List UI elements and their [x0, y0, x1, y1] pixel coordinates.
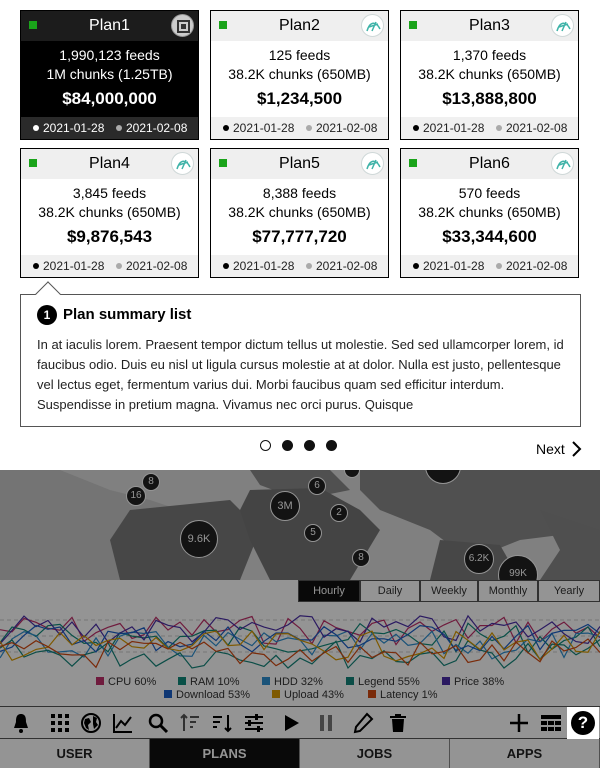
sort-desc-icon[interactable] [210, 711, 234, 735]
plan-card-footer [211, 117, 388, 139]
legend-label: Price 38% [454, 676, 505, 688]
plan-card-header [211, 149, 388, 179]
range-daily-button[interactable]: Daily [360, 580, 420, 602]
plan-date-end: 2021-02-08 [116, 117, 187, 139]
plan-chunks: 38.2K chunks (650MB) [418, 66, 561, 82]
legend-label: CPU 60% [108, 676, 157, 688]
legend-swatch [96, 677, 104, 685]
nav-tab-jobs[interactable]: JOBS [300, 739, 450, 768]
help-icon[interactable] [567, 707, 599, 739]
plan-logo-icon [171, 152, 194, 175]
legend-swatch [368, 690, 376, 698]
help-glyph: ? [571, 711, 595, 735]
nav-tab-apps[interactable]: APPS [450, 739, 600, 768]
plan-price: $33,344,600 [442, 227, 537, 246]
tooltip-step-number: 1 [37, 305, 57, 325]
plan-date-end: 2021-02-08 [496, 117, 567, 139]
legend-label: Legend 55% [358, 676, 420, 688]
legend-label: Latency 1% [380, 689, 438, 701]
map-bubble[interactable]: 99K [498, 555, 538, 580]
plan-name: Plan2 [279, 17, 320, 34]
plan-card-header [401, 11, 578, 41]
status-indicator [409, 159, 417, 167]
map-bubble[interactable]: 8 [142, 473, 160, 491]
plan-date-end: 2021-02-08 [116, 255, 187, 277]
status-indicator [219, 159, 227, 167]
status-indicator [219, 21, 227, 29]
search-icon[interactable] [146, 711, 170, 735]
status-indicator [29, 159, 37, 167]
plus-icon[interactable] [507, 711, 531, 735]
chart-legend [0, 672, 600, 706]
world-map[interactable] [0, 470, 600, 580]
plan-date-start: 2021-01-28 [413, 255, 484, 277]
metrics-line-chart [0, 602, 600, 672]
map-bubble[interactable]: 16 [126, 486, 146, 506]
plan-price: $9,876,543 [66, 227, 153, 246]
map-bubble[interactable]: 6.2K [464, 544, 494, 574]
globe-icon[interactable] [79, 711, 103, 735]
plan-date-end: 2021-02-08 [306, 255, 377, 277]
plan-card-2[interactable] [210, 10, 389, 140]
page-dot-2[interactable] [282, 440, 293, 451]
pencil-icon[interactable] [351, 711, 375, 735]
plan-summary-tooltip [20, 294, 581, 427]
plan-logo-icon [551, 14, 574, 37]
plan-chunks: 38.2K chunks (650MB) [228, 204, 371, 220]
sliders-icon[interactable] [242, 711, 266, 735]
map-bubble[interactable]: 9.6K [180, 520, 218, 558]
plan-card-1[interactable] [20, 10, 199, 140]
plan-card-footer [401, 117, 578, 139]
legend-item[interactable] [346, 676, 420, 688]
plan-card-5[interactable] [210, 148, 389, 278]
plan-date-start: 2021-01-28 [33, 255, 104, 277]
plan-card-header [401, 149, 578, 179]
plan-chunks: 38.2K chunks (650MB) [38, 204, 181, 220]
plan-card-body [401, 179, 578, 250]
plan-date-start: 2021-01-28 [413, 117, 484, 139]
plan-card-body [21, 179, 198, 250]
trash-icon[interactable] [386, 711, 410, 735]
tooltip-title: Plan summary list [63, 306, 192, 323]
plan-card-footer [401, 255, 578, 277]
next-button[interactable]: Next [536, 441, 565, 457]
status-indicator [409, 21, 417, 29]
plan-card-header [21, 11, 198, 41]
plan-feeds: 8,388 feeds [262, 185, 337, 201]
plan-logo-icon [361, 152, 384, 175]
legend-swatch [164, 690, 172, 698]
plan-name: Plan3 [469, 17, 510, 34]
legend-swatch [178, 677, 186, 685]
nav-tab-plans[interactable]: PLANS [150, 739, 300, 768]
legend-item[interactable] [96, 676, 156, 688]
page-dot-3[interactable] [304, 440, 315, 451]
bottom-navigation [0, 738, 600, 768]
plan-card-6[interactable] [400, 148, 579, 278]
plan-logo-icon [361, 14, 384, 37]
legend-label: RAM 10% [190, 676, 240, 688]
plan-date-end: 2021-02-08 [306, 117, 377, 139]
legend-item[interactable] [272, 689, 344, 701]
plan-date-start: 2021-01-28 [223, 255, 294, 277]
legend-item[interactable] [368, 689, 437, 701]
plan-chunks: 38.2K chunks (650MB) [418, 204, 561, 220]
plan-feeds: 1,990,123 feeds [59, 47, 160, 63]
tooltip-arrow [35, 281, 60, 306]
time-range-selector [298, 580, 600, 602]
plan-card-footer [21, 255, 198, 277]
plan-card-4[interactable] [20, 148, 199, 278]
chart-icon[interactable] [111, 711, 135, 735]
plan-feeds: 125 feeds [268, 47, 331, 63]
legend-item[interactable] [178, 676, 240, 688]
bell-icon[interactable] [9, 711, 33, 735]
range-hourly-button[interactable]: Hourly [298, 580, 360, 602]
status-indicator [29, 21, 37, 29]
plan-logo-icon [171, 14, 194, 37]
tooltip-body: In at iaculis lorem. Praesent tempor dictum tellus ut molestie. Sed sed ullamcorper lorem, id faucibus odio. Duis eu nisl ut ligula cursus molestie at at dolor. Nulla est justo, pellentesque vel lectus eget, fermentum varius dui. Morbi faucibus quam sed efficitur interdum. Suspendisse in pretium magna. Vivamus nec orci purus. Quisque [37, 337, 564, 412]
plan-name: Plan5 [279, 155, 320, 172]
plan-card-body [21, 41, 198, 112]
legend-swatch [346, 677, 354, 685]
plan-card-footer [211, 255, 388, 277]
play-icon[interactable] [279, 711, 303, 735]
legend-item[interactable] [262, 676, 323, 688]
plan-feeds: 1,370 feeds [452, 47, 527, 63]
plan-date-start: 2021-01-28 [223, 117, 294, 139]
plan-feeds: 570 feeds [458, 185, 521, 201]
plan-name: Plan1 [89, 17, 130, 34]
sort-asc-icon[interactable] [178, 711, 202, 735]
plan-chunks: 1M chunks (1.25TB) [46, 66, 173, 82]
plan-date-end: 2021-02-08 [496, 255, 567, 277]
legend-swatch [442, 677, 450, 685]
range-yearly-button[interactable]: Yearly [538, 580, 600, 602]
plan-card-footer [21, 117, 198, 139]
action-toolbar [0, 706, 600, 738]
plan-logo-icon [551, 152, 574, 175]
plan-price: $1,234,500 [256, 89, 343, 108]
grid-icon[interactable] [48, 711, 72, 735]
pause-icon[interactable] [314, 711, 338, 735]
map-bubble[interactable]: 5 [304, 524, 322, 542]
map-bubble[interactable]: 8 [352, 549, 370, 567]
range-monthly-button[interactable]: Monthly [478, 580, 538, 602]
plan-chunks: 38.2K chunks (650MB) [228, 66, 371, 82]
plan-card-header [211, 11, 388, 41]
range-weekly-button[interactable]: Weekly [420, 580, 478, 602]
plan-date-start: 2021-01-28 [33, 117, 104, 139]
plan-card-body [401, 41, 578, 112]
plan-price: $13,888,800 [442, 89, 537, 108]
plan-card-3[interactable] [400, 10, 579, 140]
legend-label: Download 53% [176, 689, 250, 701]
plan-card-body [211, 179, 388, 250]
plan-card-body [211, 41, 388, 112]
legend-label: Upload 43% [284, 689, 344, 701]
plan-card-header [21, 149, 198, 179]
map-bubble[interactable]: 3M [270, 491, 300, 521]
plan-name: Plan4 [89, 155, 130, 172]
plan-price: $77,777,720 [252, 227, 347, 246]
chevron-right-icon[interactable] [570, 441, 582, 457]
legend-label: HDD 32% [274, 676, 323, 688]
map-bubble[interactable]: 2 [330, 504, 348, 522]
page-dot-1[interactable] [260, 440, 271, 451]
nav-tab-user[interactable]: USER [0, 739, 150, 768]
dashboard-background [0, 470, 600, 768]
table-icon[interactable] [539, 711, 563, 735]
plan-feeds: 3,845 feeds [72, 185, 147, 201]
legend-swatch [272, 690, 280, 698]
plan-name: Plan6 [469, 155, 510, 172]
page-dot-4[interactable] [326, 440, 337, 451]
legend-item[interactable] [442, 676, 504, 688]
map-bubble[interactable]: 6 [308, 477, 326, 495]
plan-price: $84,000,000 [62, 89, 157, 108]
legend-swatch [262, 677, 270, 685]
legend-item[interactable] [164, 689, 250, 701]
